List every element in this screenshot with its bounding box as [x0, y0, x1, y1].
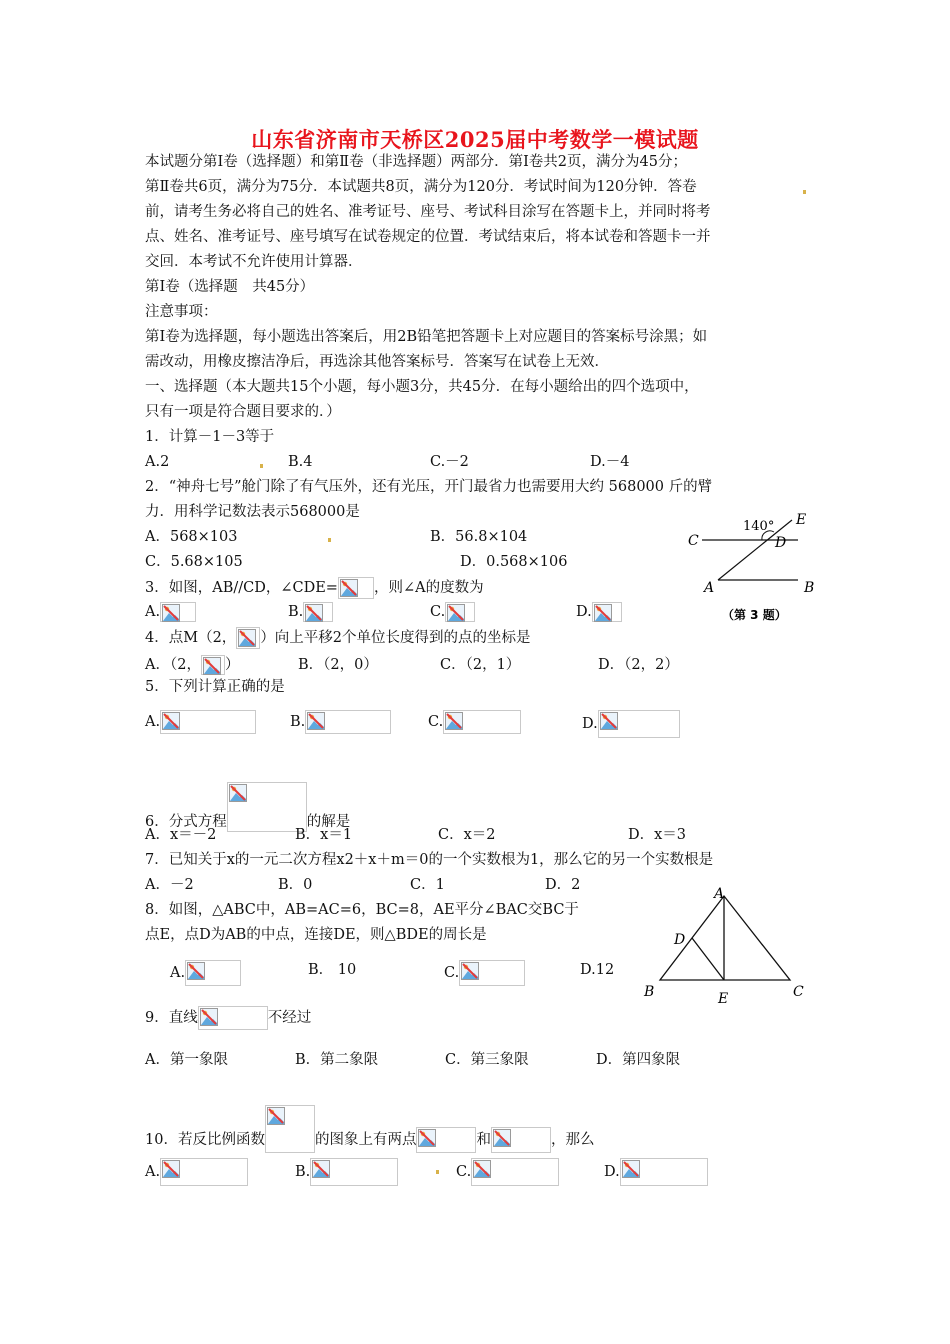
q7-stem: 7．已知关于x的一元二次方程x2＋x＋m＝0的一个实数根为1，那么它的另一个实数根是 — [145, 852, 714, 868]
q3-option-d — [576, 602, 622, 622]
q8-option-c — [444, 960, 525, 986]
broken-image-icon — [493, 1129, 511, 1147]
broken-image-icon — [187, 962, 205, 980]
q10-stem-d: ，那么 — [550, 1132, 595, 1148]
q4-stem-b: ）向上平移2个单位长度得到的点的坐标是 — [260, 630, 531, 646]
q7-option-c: C．1 — [410, 877, 445, 893]
q10-option-c-image — [471, 1158, 559, 1186]
intro-line-5: 交回．本考试不允许使用计算器． — [145, 254, 363, 270]
q10-option-b — [295, 1158, 398, 1186]
point-e-label: E — [718, 991, 729, 1007]
broken-image-icon — [445, 712, 463, 730]
figure-q3-parallel-lines — [680, 508, 820, 628]
q2-option-d: D．0.568×106 — [460, 554, 568, 570]
q5-option-b — [290, 710, 391, 734]
q1-stem: 1．计算－1－3等于 — [145, 429, 275, 445]
q6-stem-a: 6．分式方程 — [145, 814, 227, 830]
broken-image-icon — [340, 579, 358, 597]
q10-point-1-image — [416, 1127, 476, 1153]
q2-stem-line-1: 2．“神舟七号”舱门除了有气压外，还有光压，开门最省力也需要用大约 568000 斤的臂 — [145, 479, 713, 495]
broken-image-icon — [162, 1160, 180, 1178]
q10-option-d — [604, 1158, 708, 1186]
scan-speck — [436, 1170, 439, 1174]
q8-stem-line-1: 8．如图，△ABC中，AB=AC=6，BC=8，AE平分∠BAC交BC于 — [145, 902, 579, 918]
q8-option-c-label: C. — [444, 965, 460, 981]
q1-option-b: B.4 — [288, 454, 313, 470]
q8-option-a-image — [185, 960, 241, 986]
q3-option-a-label: A. — [145, 604, 161, 620]
q5-option-b-label: B. — [290, 714, 306, 730]
broken-image-icon — [238, 629, 256, 647]
q8-option-b: B． 10 — [308, 962, 357, 978]
q3-option-b-image — [303, 602, 333, 622]
q1-option-c: C.－2 — [430, 454, 469, 470]
q3-option-d-image — [592, 602, 622, 622]
q4-option-b: B．（2，0） — [298, 657, 378, 673]
q6-option-a: A．x＝－2 — [145, 827, 217, 843]
q7-option-d: D．2 — [545, 877, 581, 893]
intro-line-2: 第Ⅱ卷共6页，满分为75分．本试题共8页，满分为120分．考试时间为120分钟．答卷 — [145, 179, 697, 195]
q5-option-a-image — [160, 710, 256, 734]
intro-line-3: 前，请考生务必将自己的姓名、准考证号、座号、考试科目涂写在答题卡上，并同时将考 — [145, 204, 711, 220]
scan-speck — [328, 538, 331, 542]
broken-image-icon — [267, 1107, 285, 1125]
q3-option-a — [145, 602, 196, 622]
q3-stem-b: ，则∠A的度数为 — [373, 580, 484, 596]
q10-option-a — [145, 1158, 248, 1186]
q8-option-c-image — [459, 960, 525, 986]
q7-option-b: B．0 — [278, 877, 313, 893]
broken-image-icon — [418, 1129, 436, 1147]
q5-option-d — [582, 710, 680, 738]
broken-image-icon — [594, 604, 612, 622]
q9-option-a: A．第一象限 — [145, 1052, 228, 1068]
q4-option-a-image — [201, 655, 225, 675]
q10-function-image — [265, 1105, 315, 1153]
q2-stem-line-2: 力．用科学记数法表示568000是 — [145, 504, 360, 520]
scan-speck — [803, 190, 806, 194]
q8-stem-line-2: 点E，点D为AB的中点，连接DE，则△BDE的周长是 — [145, 927, 487, 943]
q5-option-d-label: D. — [582, 716, 598, 732]
q8-option-a-label: A. — [170, 965, 186, 981]
q3-option-b-label: B. — [288, 604, 304, 620]
q8-option-a — [170, 960, 241, 986]
q3-option-b — [288, 602, 333, 622]
point-b-label: B — [644, 984, 655, 1000]
q3-stem-a: 3．如图，AB//CD，∠CDE= — [145, 580, 338, 596]
broken-image-icon — [473, 1160, 491, 1178]
q3-option-c — [430, 602, 475, 622]
segment-de — [692, 938, 724, 980]
q10-option-c-label: C. — [456, 1164, 472, 1180]
q4-stem — [145, 627, 531, 649]
scan-speck — [260, 464, 263, 468]
q4-option-a — [145, 655, 239, 675]
broken-image-icon — [200, 1008, 218, 1026]
q10-option-d-image — [620, 1158, 708, 1186]
q3-option-a-image — [160, 602, 196, 622]
intro-line-1: 本试题分第Ⅰ卷（选择题）和第Ⅱ卷（非选择题）两部分．第Ⅰ卷共2页，满分为45分； — [145, 154, 687, 170]
broken-image-icon — [162, 712, 180, 730]
q9-stem — [145, 1006, 311, 1030]
q5-stem: 5．下列计算正确的是 — [145, 679, 285, 695]
q5-option-c-image — [443, 710, 521, 734]
q10-stem — [145, 1105, 594, 1153]
q10-stem-a: 10．若反比例函数 — [145, 1132, 265, 1148]
q9-stem-b: 不经过 — [267, 1010, 312, 1026]
point-d-label: D — [674, 932, 686, 948]
page-title: 山东省济南市天桥区2025届中考数学一模试题 — [251, 127, 699, 152]
q10-option-a-image — [160, 1158, 248, 1186]
broken-image-icon — [600, 712, 618, 730]
broken-image-icon — [307, 712, 325, 730]
point-d-label: D — [775, 535, 787, 551]
broken-image-icon — [305, 604, 323, 622]
q5-option-a — [145, 710, 256, 734]
broken-image-icon — [229, 784, 247, 802]
broken-image-icon — [447, 604, 465, 622]
notice-line-1: 第Ⅰ卷为选择题，每小题选出答案后，用2B铅笔把答题卡上对应题目的答案标号涂黑；如 — [145, 329, 708, 345]
q4-stem-a: 4．点M（2， — [145, 630, 237, 646]
q9-option-d: D．第四象限 — [596, 1052, 681, 1068]
q10-option-c — [456, 1158, 559, 1186]
figure-q8-triangle — [636, 882, 812, 1008]
q6-option-b: B．x＝1 — [295, 827, 353, 843]
q5-option-c — [428, 710, 521, 734]
q4-option-d: D．（2，2） — [598, 657, 679, 673]
q6-option-d: D．x＝3 — [628, 827, 687, 843]
q1-option-a: A.2 — [145, 454, 170, 470]
part1-heading: 第Ⅰ卷（选择题 共45分） — [145, 279, 315, 295]
q1-option-d: D.－4 — [590, 454, 630, 470]
q3-option-c-label: C. — [430, 604, 446, 620]
intro-line-4: 点、姓名、准考证号、座号填写在试卷规定的位置．考试结束后，将本试卷和答题卡一并 — [145, 229, 711, 245]
q10-option-b-image — [310, 1158, 398, 1186]
q4-coordinate-image — [236, 627, 260, 649]
q6-option-c: C．x＝2 — [438, 827, 496, 843]
q4-option-a-post: ） — [224, 657, 240, 673]
q5-option-c-label: C. — [428, 714, 444, 730]
q2-option-c: C．5.68×105 — [145, 554, 243, 570]
q10-stem-b: 的图象上有两点 — [314, 1132, 417, 1148]
q8-option-d: D.12 — [580, 962, 615, 978]
broken-image-icon — [312, 1160, 330, 1178]
q9-option-c: C．第三象限 — [445, 1052, 529, 1068]
broken-image-icon — [461, 962, 479, 980]
broken-image-icon — [203, 657, 221, 675]
q10-stem-c: 和 — [476, 1132, 491, 1148]
q3-option-d-label: D. — [576, 604, 592, 620]
angle-label: 140° — [743, 519, 775, 534]
q2-option-a: A．568×103 — [145, 529, 238, 545]
broken-image-icon — [162, 604, 180, 622]
broken-image-icon — [622, 1160, 640, 1178]
section-line-2: 只有一项是符合题目要求的．） — [145, 404, 341, 420]
point-a-label: A — [714, 886, 725, 902]
q9-line-image — [198, 1006, 268, 1030]
q4-option-a-pre: A．（2， — [145, 657, 201, 673]
notice-title: 注意事项： — [145, 304, 218, 320]
q5-option-b-image — [305, 710, 391, 734]
q5-option-d-image — [598, 710, 680, 738]
q7-option-a: A．－2 — [145, 877, 194, 893]
q4-option-c: C．（2，1） — [440, 657, 521, 673]
q9-option-b: B．第二象限 — [295, 1052, 379, 1068]
point-a-label: A — [704, 580, 715, 596]
q10-option-b-label: B. — [295, 1164, 311, 1180]
q5-option-a-label: A. — [145, 714, 161, 730]
q3-option-c-image — [445, 602, 475, 622]
point-c-label: C — [688, 533, 699, 549]
figure-caption: （第 3 题） — [722, 608, 787, 622]
q10-option-a-label: A. — [145, 1164, 161, 1180]
section-line-1: 一、选择题（本大题共15个小题，每小题3分，共45分．在每小题给出的四个选项中， — [145, 379, 699, 395]
q3-angle-image — [338, 577, 374, 599]
q10-option-d-label: D. — [604, 1164, 620, 1180]
point-b-label: B — [804, 580, 815, 596]
q3-stem — [145, 577, 484, 599]
notice-line-2: 需改动，用橡皮擦洁净后，再选涂其他答案标号．答案写在试卷上无效． — [145, 354, 609, 370]
q6-stem-b: 的解是 — [306, 814, 351, 830]
q9-stem-a: 9．直线 — [145, 1010, 198, 1026]
q2-option-b: B．56.8×104 — [430, 529, 528, 545]
q10-point-2-image — [491, 1127, 551, 1153]
point-c-label: C — [793, 984, 804, 1000]
point-e-label: E — [796, 512, 807, 528]
